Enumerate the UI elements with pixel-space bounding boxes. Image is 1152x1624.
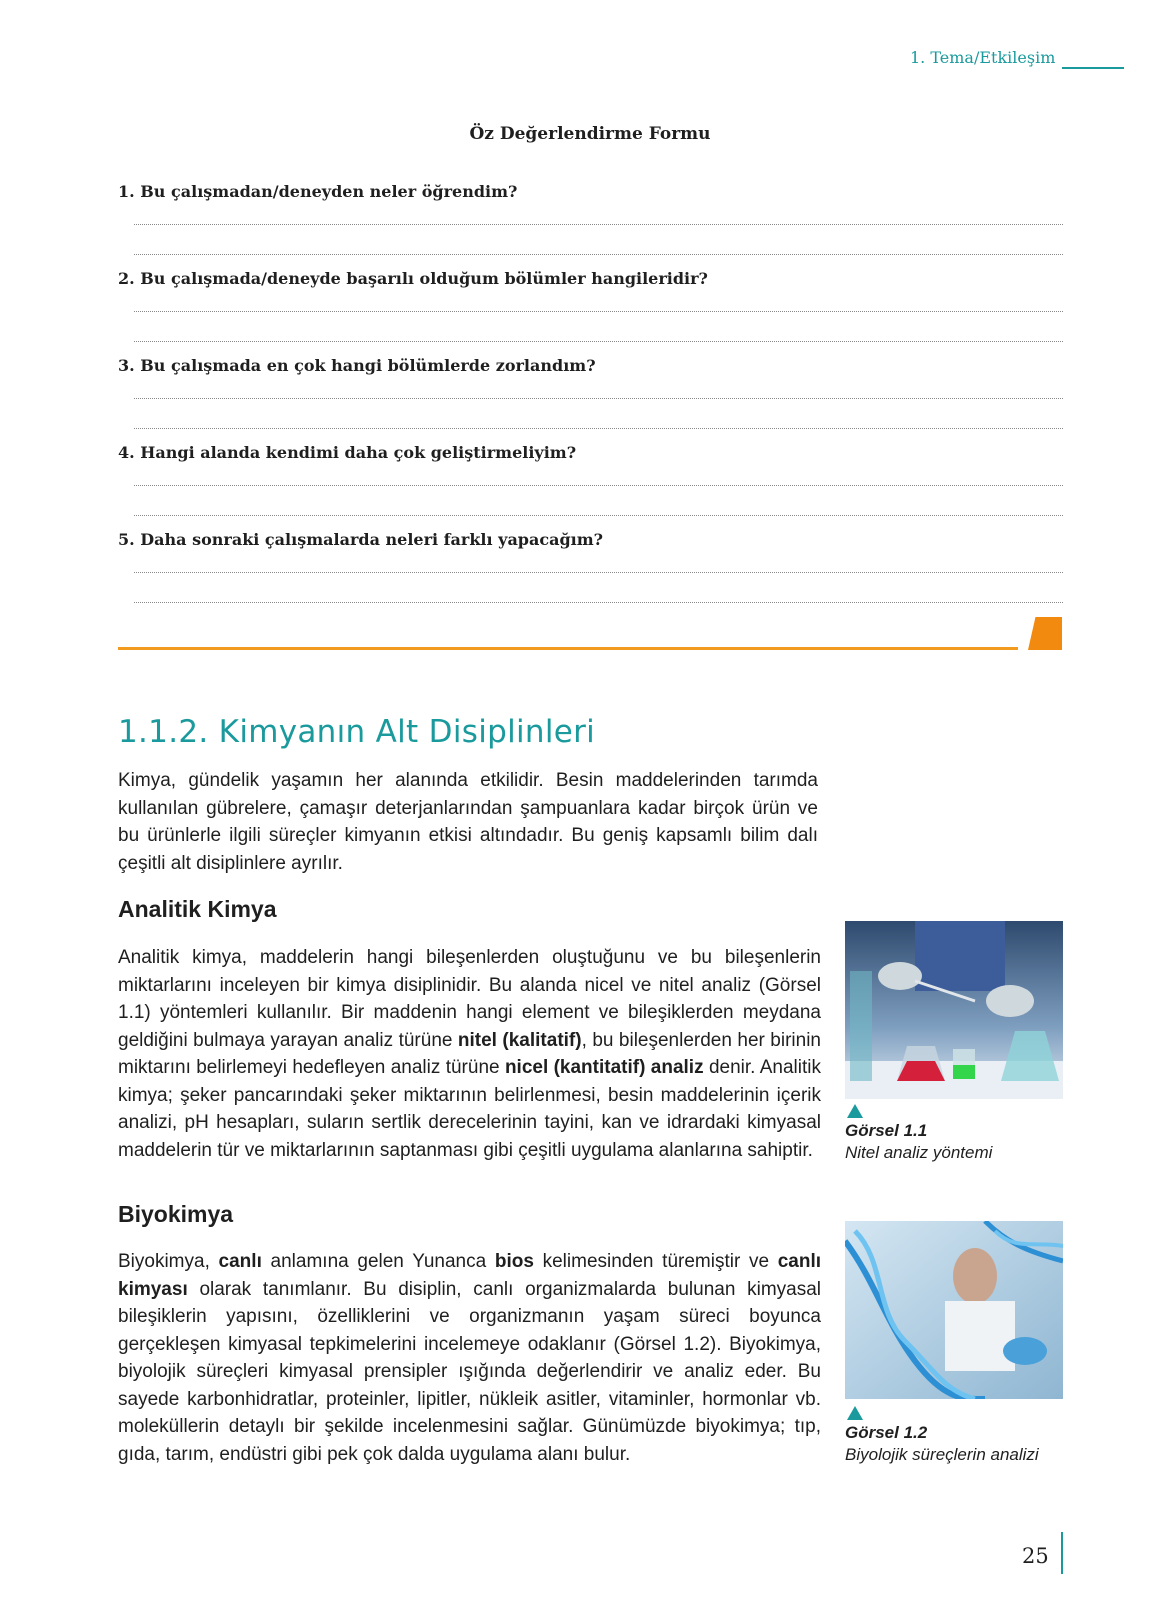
analitik-paragraph: Analitik kimya, maddelerin hangi bileşenlerden oluştuğunu ve bu bileşenlerin miktarlarını inceleyen bir kimya disiplinidir. Bu alanda nicel ve nitel analiz (Görsel 1.1) yöntemleri kullanılır. Bir maddenin hangi element ve bileşiklerden meydana geldiğini bulmaya yarayan analiz türüne nitel (kalitatif), bu bileşenlerden her birinin miktarını belirlemeyi hedefleyen analiz türüne nicel (kantitatif) analiz denir. Analitik kimya; şeker pancarındaki şeker miktarının belirlenmesi, besin maddelerinin içerik analizi, pH hesapları, suların sertlik derecelerinin tayini, kan ve idrardaki kimyasal maddelerin tür ve miktarlarının saptanması gibi çeşitli uygulama alanlarına sahiptir. bbox=[118, 947, 821, 1161]
answer-line[interactable] bbox=[134, 398, 1063, 399]
figure-label: Görsel 1.2 bbox=[845, 1423, 928, 1442]
page-number: 25 bbox=[1022, 1544, 1049, 1568]
answer-line[interactable] bbox=[134, 428, 1063, 429]
biyokimya-paragraph: Biyokimya, canlı anlamına gelen Yunanca bios kelimesinden türemiştir ve canlı kimyası olarak tanımlanır. Bu disiplin, canlı organizmalarda bulunan kimyasal bileşiklerin yapısını, özelliklerini ve organizmanın yaşam süreci boyunca gerçekleşen kimyasal tepkimelerini incelemeye odaklanır (Görsel 1.2). Biyokimya, biyolojik süreçleri kimyasal prensipler ışığında değerlendirir ve analiz eder. Bu sayede karbonhidratlar, proteinler, lipitler, nükleik asitler, vitaminler, hormonlar vb. moleküllerin detaylı bir şekilde incelenmesini sağlar. Günümüzde biyokimya; tıp, gıda, tarım, endüstri gibi pek çok dalda uygulama alanı bulur. bbox=[118, 1251, 822, 1465]
question-item bbox=[118, 180, 1063, 267]
page-number-rule bbox=[1061, 1532, 1063, 1574]
intro-paragraph: Kimya, gündelik yaşamın her alanında etkilidir. Besin maddelerinden tarımda kullanılan gübrelere, çamaşır deterjanlarından şampuanlara kadar birçok ürün ve bu ürünlerle ilgili süreçler kimyanın etkisi altındadır. Bu geniş kapsamlı bilim dalı çeşitli alt disiplinlere ayrılır. bbox=[118, 770, 818, 874]
divider-tab bbox=[1028, 617, 1062, 650]
question-text: 3. Bu çalışmada en çok hangi bölümlerde zorlandım? bbox=[118, 356, 596, 375]
figure-lab-analysis bbox=[845, 921, 1063, 1099]
question-item bbox=[118, 354, 1063, 441]
section-title: 1.1.2. Kimyanın Alt Disiplinleri bbox=[118, 714, 596, 750]
question-text: 1. Bu çalışmadan/deneyden neler öğrendim? bbox=[118, 182, 518, 201]
biyokimya-heading: Biyokimya bbox=[118, 1201, 234, 1227]
figure-description: Nitel analiz yöntemi bbox=[845, 1143, 993, 1162]
answer-line[interactable] bbox=[134, 572, 1063, 573]
question-item bbox=[118, 441, 1063, 528]
answer-line[interactable] bbox=[134, 515, 1063, 516]
dna-image bbox=[845, 1221, 1063, 1399]
answer-line[interactable] bbox=[134, 485, 1063, 486]
chapter-header: 1. Tema/Etkileşim bbox=[910, 48, 1056, 67]
answer-line[interactable] bbox=[134, 602, 1063, 603]
self-assessment-form bbox=[118, 180, 1063, 615]
question-text: 4. Hangi alanda kendimi daha çok geliştirmeliyim? bbox=[118, 443, 577, 462]
caption-triangle-icon bbox=[847, 1406, 863, 1420]
figure-label: Görsel 1.1 bbox=[845, 1121, 928, 1140]
form-title: Öz Değerlendirme Formu bbox=[469, 124, 711, 144]
answer-line[interactable] bbox=[134, 311, 1063, 312]
figure-dna bbox=[845, 1221, 1063, 1399]
section-divider bbox=[118, 647, 1018, 650]
answer-line[interactable] bbox=[134, 254, 1063, 255]
question-item bbox=[118, 267, 1063, 354]
question-item bbox=[118, 528, 1063, 615]
answer-line[interactable] bbox=[134, 224, 1063, 225]
caption-triangle-icon bbox=[847, 1104, 863, 1118]
analitik-heading: Analitik Kimya bbox=[118, 896, 277, 922]
figure-description: Biyolojik süreçlerin analizi bbox=[845, 1445, 1039, 1464]
header-rule bbox=[1062, 67, 1124, 69]
figure-caption-1 bbox=[845, 1104, 1065, 1164]
figure-caption-2 bbox=[845, 1406, 1065, 1466]
question-text: 2. Bu çalışmada/deneyde başarılı olduğum bölümler hangileridir? bbox=[118, 269, 708, 288]
lab-analysis-image bbox=[845, 921, 1063, 1099]
question-text: 5. Daha sonraki çalışmalarda neleri farklı yapacağım? bbox=[118, 530, 604, 549]
answer-line[interactable] bbox=[134, 341, 1063, 342]
